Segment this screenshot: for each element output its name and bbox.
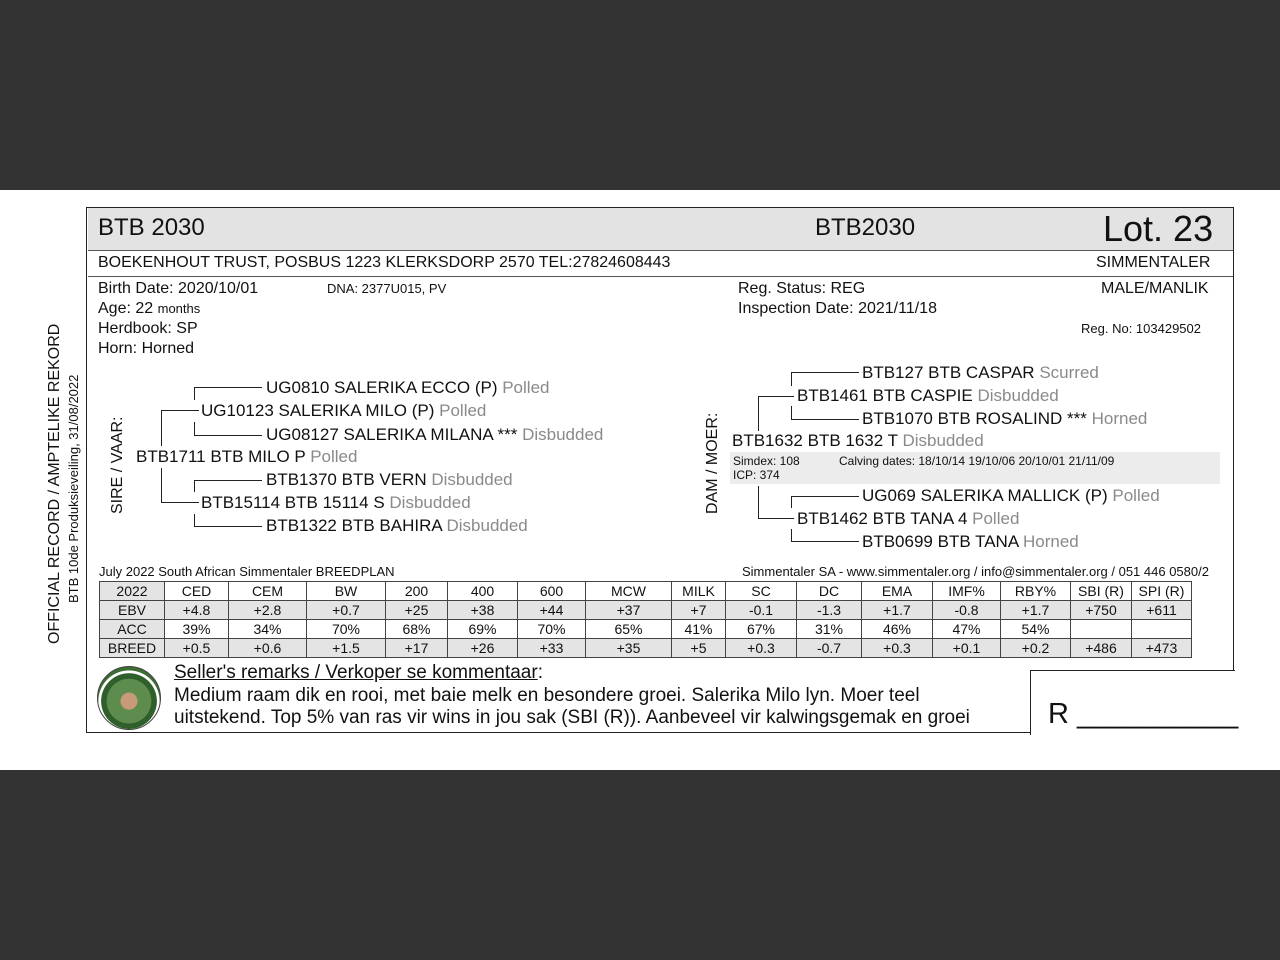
ebv-cell: 54% [1001,620,1071,639]
pedigree-dds: UG069 SALERIKA MALLICK (P) Polled [862,486,1160,505]
ebv-cell: 34% [229,620,307,639]
ebv-cell: +0.6 [229,639,307,658]
ebv-cell: +1.7 [1001,601,1071,620]
ebv-cell: +35 [586,639,672,658]
sire-label: SIRE / VAAR: [109,416,126,514]
ebv-cell: +2.8 [229,601,307,620]
remarks-line-2: uitstekend. Top 5% van ras vir wins in jou sak (SBI (R)). Aanbeveel vir kalwingsgemak en groei [174,707,970,728]
price-field[interactable]: R __________ [1048,698,1239,730]
reg-status: Reg. Status: REG [738,280,866,297]
pedigree-dss: BTB127 BTB CASPAR Scurred [862,363,1099,382]
ebv-cell: 31% [797,620,862,639]
ebv-header-row [100,582,1192,601]
ebv-cell: 200 [386,582,448,601]
ebv-cell: CED [165,582,229,601]
icp: ICP: 374 [733,468,780,482]
ebv-cell: -1.3 [797,601,862,620]
pedigree-sire: BTB1711 BTB MILO P Polled [136,447,358,466]
pedigree-sd: BTB15114 BTB 15114 S Disbudded [201,493,471,512]
sale-label: BTB 10de Produksieveiling, 31/08/2022 [66,374,81,603]
ebv-cell: +17 [386,639,448,658]
ebv-cell: SBI (R) [1071,582,1132,601]
reg-number: Reg. No: 103429502 [1081,321,1201,336]
ebv-cell: +33 [518,639,586,658]
ebv-cell: +25 [386,601,448,620]
ebv-cell: +26 [448,639,518,658]
birth-date: Birth Date: 2020/10/01 [98,280,259,297]
ebv-cell: +5 [672,639,726,658]
ebv-cell: +1.7 [862,601,933,620]
ebv-cell: +0.7 [307,601,386,620]
ebv-table [99,581,1192,658]
ebv-cell: +37 [586,601,672,620]
ebv-cell [1071,620,1132,639]
ebv-cell: DC [797,582,862,601]
ebv-cell: 70% [307,620,386,639]
ebv-cell: +0.3 [726,639,797,658]
age: Age: 22 months [98,300,201,317]
ebv-cell: 70% [518,620,586,639]
ebv-cell: BREED [100,639,165,658]
ebv-cell: CEM [229,582,307,601]
ebv-cell: -0.1 [726,601,797,620]
ebv-cell: +44 [518,601,586,620]
ebv-cell: +0.5 [165,639,229,658]
ebv-cell: 68% [386,620,448,639]
pedigree-dsd: BTB1070 BTB ROSALIND *** Horned [862,409,1148,428]
official-record-label: OFFICIAL RECORD / AMPTELIKE REKORD [46,323,63,644]
ebv-cell: IMF% [933,582,1001,601]
ebv-cell: ACC [100,620,165,639]
inspection-date: Inspection Date: 2021/11/18 [738,300,937,317]
breedplan-contact: Simmentaler SA - www.simmentaler.org / info@simmentaler.org / 051 446 0580/2 [742,564,1209,579]
ebv-cell: -0.8 [933,601,1001,620]
dna-info: DNA: 2377U015, PV [327,281,447,296]
ebv-cell: +7 [672,601,726,620]
ebv-cell: EMA [862,582,933,601]
lot-number: Lot. 23 [1103,208,1214,249]
pedigree-ds: BTB1461 BTB CASPIE Disbudded [797,386,1059,405]
ebv-row [100,620,1192,639]
simmentaler-logo-icon [97,666,161,730]
sex: MALE/MANLIK [1101,280,1209,297]
ebv-cell: 46% [862,620,933,639]
ebv-cell: +486 [1071,639,1132,658]
ebv-cell: +750 [1071,601,1132,620]
ebv-cell: +473 [1132,639,1192,658]
card-header [88,208,1233,251]
pedigree-ssd: UG08127 SALERIKA MILANA *** Disbudded [266,425,604,444]
remarks-title: Seller's remarks / Verkoper se kommentaar: [174,662,543,683]
pedigree-sds: BTB1370 BTB VERN Disbudded [266,470,513,489]
pedigree-ss: UG10123 SALERIKA MILO (P) Polled [201,401,487,420]
ebv-cell: MILK [672,582,726,601]
ebv-cell: 400 [448,582,518,601]
ebv-cell: 67% [726,620,797,639]
ebv-cell: +1.5 [307,639,386,658]
ebv-cell: 69% [448,620,518,639]
ebv-cell: +0.1 [933,639,1001,658]
ebv-row [100,639,1192,658]
ebv-cell: +4.8 [165,601,229,620]
horn-status: Horn: Horned [98,340,195,357]
owner-info: BOEKENHOUT TRUST, POSBUS 1223 KLERKSDORP 2570 TEL:27824608443 [98,254,671,271]
ebv-cell [1132,620,1192,639]
animal-code: BTB2030 [815,214,916,241]
ebv-cell: MCW [586,582,672,601]
breed-label: SIMMENTALER [1096,254,1211,271]
pedigree-ddd: BTB0699 BTB TANA Horned [862,532,1079,551]
herdbook: Herdbook: SP [98,320,198,337]
ebv-cell: 41% [672,620,726,639]
ebv-cell: 47% [933,620,1001,639]
ebv-cell: BW [307,582,386,601]
ebv-cell: -0.7 [797,639,862,658]
ebv-cell: +0.2 [1001,639,1071,658]
ebv-cell: RBY% [1001,582,1071,601]
pedigree-dam: BTB1632 BTB 1632 T Disbudded [732,431,984,450]
simdex: Simdex: 108 [733,454,800,468]
pedigree-dd: BTB1462 BTB TANA 4 Polled [797,509,1020,528]
ebv-cell: SC [726,582,797,601]
ebv-cell: 65% [586,620,672,639]
ebv-cell: +611 [1132,601,1192,620]
remarks-line-1: Medium raam dik en rooi, met baie melk en besondere groei. Salerika Milo lyn. Moer teel [174,685,920,706]
calving-dates: Calving dates: 18/10/14 19/10/06 20/10/01 21/11/09 [839,454,1115,468]
ebv-cell: 600 [518,582,586,601]
ebv-cell: SPI (R) [1132,582,1192,601]
animal-name: BTB 2030 [98,214,205,241]
ebv-cell: EBV [100,601,165,620]
pedigree-sss: UG0810 SALERIKA ECCO (P) Polled [266,378,550,397]
ebv-cell: +38 [448,601,518,620]
dam-label: DAM / MOER: [704,412,721,514]
ebv-cell: +0.3 [862,639,933,658]
breedplan-title: July 2022 South African Simmentaler BREEDPLAN [99,564,395,579]
ebv-row [100,601,1192,620]
ebv-cell: 2022 [100,582,165,601]
pedigree-sdd: BTB1322 BTB BAHIRA Disbudded [266,516,528,535]
ebv-cell: 39% [165,620,229,639]
